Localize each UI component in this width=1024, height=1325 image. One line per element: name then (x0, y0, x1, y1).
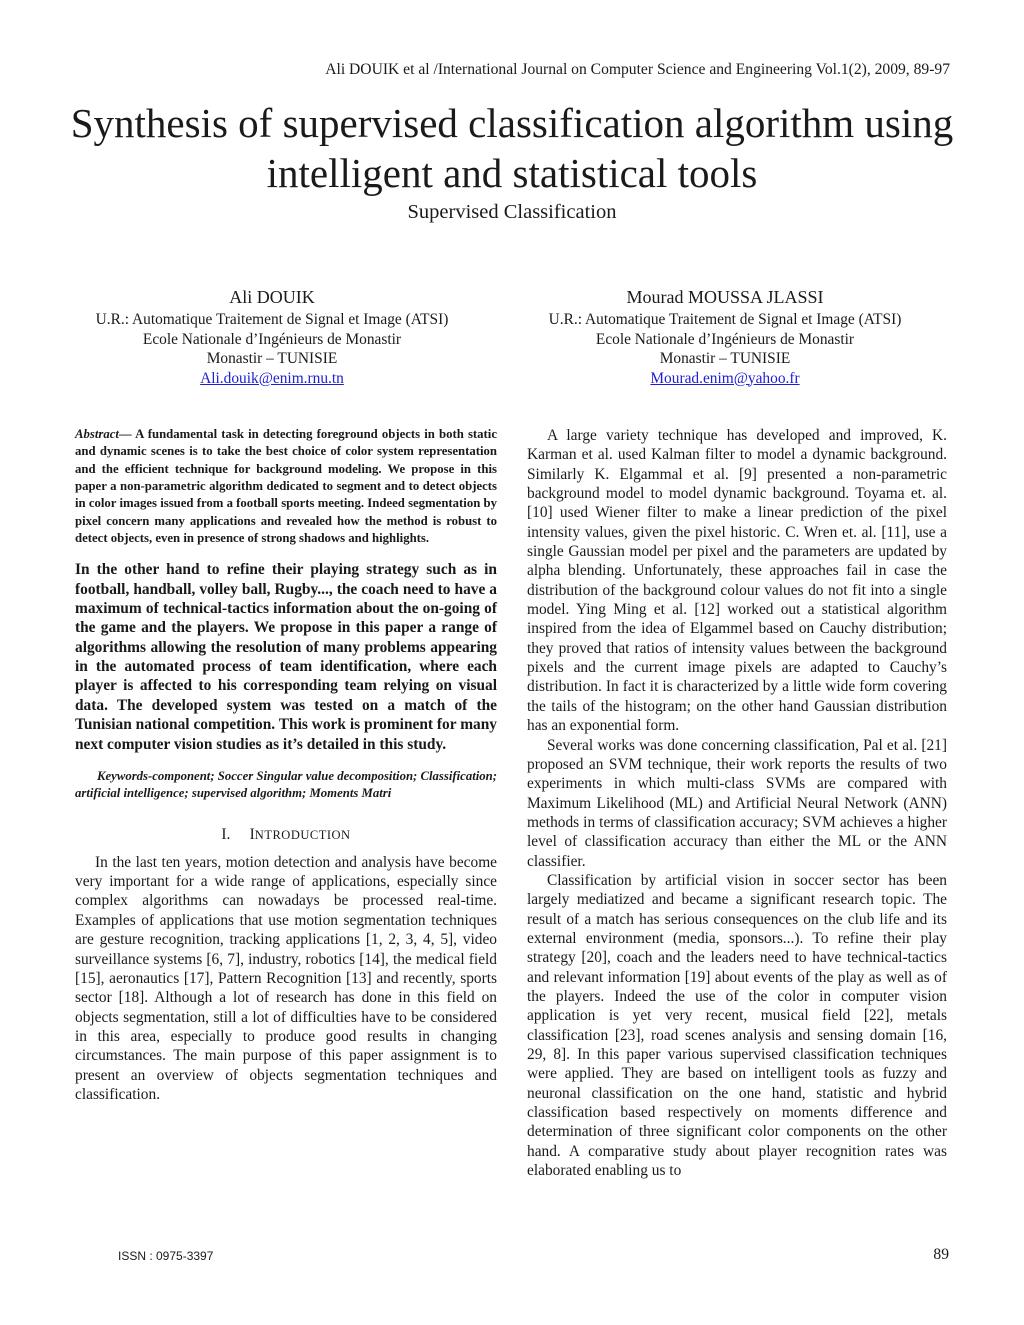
abstract (75, 426, 497, 547)
right-column (527, 426, 947, 1180)
paper-title-line-2: intelligent and statistical tools (266, 150, 758, 196)
author-school: Ecole Nationale d’Ingénieurs de Monastir (142, 330, 402, 348)
author-name: Ali DOUIK (229, 287, 315, 307)
author-school: Ecole Nationale d’Ingénieurs de Monastir (595, 330, 855, 348)
keywords: Keywords-component; Soccer Singular value decomposition; Classification; artificial intelligence; supervised algorithm; Moments Matri (75, 768, 497, 801)
author-city: Monastir – TUNISIE (659, 350, 791, 367)
body-paragraph: A large variety technique has developed and improved, K. Karman et al. used Kalman filter to model a dynamic background. Similarly K. Elgammal et al. [9] presented a non-parametric background model to model dynamic background. Toyama et. al. [10] used Wiener filter to make a linear prediction of the pixel intensity values, given the pixel historic. C. Wren et. al. [11], use a single Gaussian model per pixel and the parameters are updated by alpha blending. Unfortunately, these approaches fail in case the distribution of the background colour values do not fit into a single model. Ying Ming et al. [12] worked out a statistical algorithm inspired from the idea of Elgammel based on Cauchy distribution; they proved that ratios of intensity values between the background pixels and the current image pixels are adapted to Cauchy’s distribution. In fact it is characterized by a little wide form covering the tails of the histogram; on the other hand Gaussian distribution has an exponential form. (527, 427, 947, 735)
page-number: 89 (933, 1246, 949, 1263)
author-city: Monastir – TUNISIE (206, 350, 338, 367)
abstract-paragraph-2: In the other hand to refine their playing strategy such as in football, handball, volley ball, Rugby..., the coach need to have a maximum of technical-tactics information about the on-going of the game and the players. We propose in this paper a range of algorithms allowing the resolution of many problems appearing in the automated process of team identification, where each player is affected to his corresponding team relying on visual data. The developed system was tested on a match of the Tunisian national competition. This work is prominent for many next computer vision studies as it’s detailed in this study. (75, 561, 497, 753)
body-paragraph: Several works was done concerning classification, Pal et al. [21] proposed an SVM technique, their work reports the results of two experiments in which multi-class SVMs are compared with Maximum Likelihood (ML) and Artificial Neural Network (ANN) methods in terms of classification accuracy; SVM achieves a higher level of classification accuracy than either the ML or the ANN classifier. (527, 736, 947, 870)
section-number: I. (221, 826, 231, 844)
body-paragraph: Classification by artificial vision in soccer sector has been largely mediatized and became a significant research topic. The result of a match has serious consequences on the club life and its external environment (media, sponsors...). To refine their play strategy [20], coach and the leaders need to have technical-tactics and relevant information [19] about events of the play as well as of the players. Indeed the use of the color in computer vision application is yet very recent, musical field [22], metals classification [23], road scenes analysis and sensing domain [16, 29, 8]. In this paper various supervised classification techniques were applied. They are based on intelligent tools as fuzzy and neuronal classification on the one hand, statistic and hybrid classification based respectively on moments difference and determination of three significant color components on the other hand. A comparative study about player recognition rates was elaborated enabling us to (527, 871, 947, 1180)
intro-paragraph: In the last ten years, motion detection and analysis have become very important for a wide range of applications, especially since complex algorithms can nowadays be processed real-time. Examples of applications that use motion segmentation techniques are gesture recognition, tracking applications [1, 2, 3, 4, 5], video surveillance systems [6, 7], industry, robotics [14], the medical field [15], aeronautics [17], Pattern Recognition [13] and recently, sports sector [18]. Although a lot of research has done in this field on objects segmentation, still a lot of difficulties have to be considered in this area, especially to produce good results in changing circumstances. The main purpose of this paper assignment is to present an overview of objects segmentation techniques and classification. (75, 853, 497, 1103)
author-block-2 (505, 286, 945, 388)
left-column (75, 426, 497, 1104)
paper-subtitle: Supervised Classification (407, 201, 617, 223)
author-name: Mourad MOUSSA JLASSI (626, 287, 824, 307)
running-header: Ali DOUIK et al /International Journal on Computer Science and Engineering Vol.1(2), 2009, 89-97 (325, 61, 950, 78)
author-affiliation: U.R.: Automatique Traitement de Signal et Image (ATSI) (548, 311, 902, 328)
author-email-link[interactable]: Ali.douik@enim.rnu.tn (200, 369, 344, 387)
paper-title-line-1: Synthesis of supervised classification algorithm using (70, 100, 954, 146)
author-email-link[interactable]: Mourad.enim@yahoo.fr (650, 369, 800, 387)
section-heading-introduction (75, 825, 497, 845)
author-affiliation: U.R.: Automatique Traitement de Signal et Image (ATSI) (95, 311, 449, 328)
abstract-text: — A fundamental task in detecting foreground objects in both static and dynamic scenes is to take the best choice of color system representation and the efficient technique for background modeling. We propose in this paper a non-parametric algorithm dedicated to segment and to detect objects in color images issued from a football sports meeting. Indeed segmentation by pixel concern many applications and revealed how the method is robust to detect objects, even in presence of strong shadows and highlights. (75, 427, 497, 546)
footer-issn: ISSN : 0975-3397 (118, 1249, 214, 1263)
paper-title (40, 98, 984, 198)
abstract-label: Abstract (75, 427, 119, 441)
author-block-1 (52, 286, 492, 388)
section-title-rest: NTRODUCTION (254, 828, 351, 843)
section-title-initial: I (249, 826, 255, 844)
